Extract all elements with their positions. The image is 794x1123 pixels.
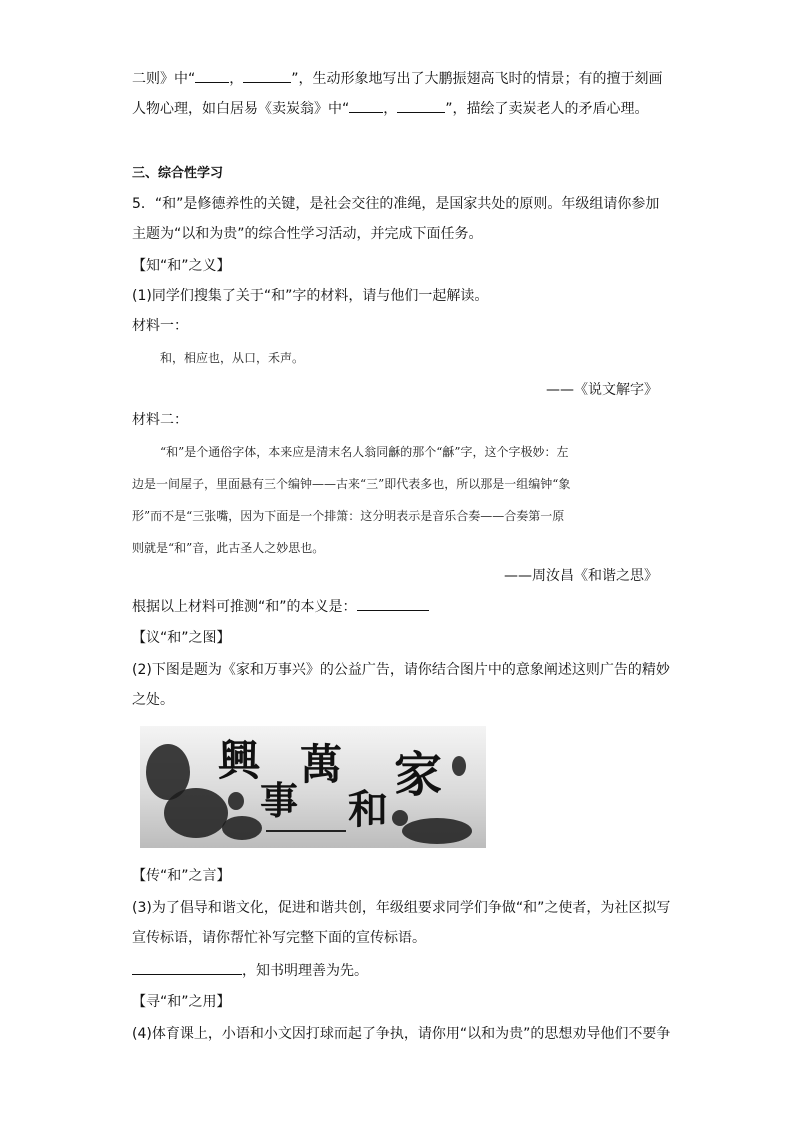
material-1-text: 和，相应也，从口，禾声。 [160, 351, 305, 365]
heading-xun-he: 【寻“和”之用】 [132, 994, 231, 1010]
text-fragment: ， [383, 101, 398, 117]
answer-blank [357, 596, 429, 611]
text-fragment: 根据以上材料可推测“和”的本义是： [132, 599, 357, 615]
question-2-line-1: (2)下图是题为《家和万事兴》的公益广告，请你结合图片中的意象阐述这则广告的精妙 [132, 662, 670, 678]
answer-blank [195, 68, 229, 83]
question-5-line-2: 主题为“以和为贵”的综合性学习活动，并完成下面任务。 [132, 226, 483, 242]
question-3-line-1: (3)为了倡导和谐文化，促进和谐共创，年级组要求同学们争做“和”之使者，为社区拟写 [132, 900, 671, 916]
material-2-text-3: 形”而不是“三张嘴，因为下面是一个排箫：这分明表示是音乐合奏——合奏第一原 [132, 509, 565, 523]
question-1: (1)同学们搜集了关于“和”字的材料，请与他们一起解读。 [132, 288, 489, 304]
ink-stroke [266, 830, 346, 832]
answer-blank [349, 98, 383, 113]
text-line-2 [132, 98, 649, 119]
lotus-leaf-shape [222, 816, 262, 840]
poster-char: 興 [218, 736, 261, 785]
question-5-line-1: 5．“和”是修德养性的关键，是社会交往的准绳，是国家共处的原则。年级组请你参加 [132, 196, 660, 212]
poster-char: 萬 [300, 740, 343, 789]
question-3-line-3 [132, 960, 368, 981]
poster-char: 事 [260, 778, 299, 823]
material-1-source: ——《说文解字》 [546, 382, 658, 398]
material-2-source: ——周汝昌《和谐之思》 [504, 568, 658, 584]
poster-char: 家 [394, 747, 443, 803]
answer-blank [132, 960, 242, 975]
material-1-label: 材料一： [132, 318, 188, 334]
material-2-label: 材料二： [132, 412, 188, 428]
question-4-line-1: (4)体育课上，小语和小文因打球而起了争执，请你用“以和为贵”的思想劝导他们不要争 [132, 1026, 671, 1042]
material-2-text-2: 边是一间屋子，里面悬有三个编钟——古来“三”即代表多也，所以那是一组编钟“象 [132, 477, 571, 491]
poster-char: 和 [348, 786, 388, 833]
heading-zhi-he: 【知“和”之义】 [132, 258, 231, 274]
section-title: 三、综合性学习 [132, 166, 224, 181]
lotus-leaf-shape [164, 788, 228, 838]
lotus-bud-shape [392, 810, 408, 826]
lotus-bud-shape [452, 756, 466, 776]
question-2-line-2: 之处。 [132, 692, 174, 708]
text-fragment: ，知书明理善为先。 [242, 963, 368, 979]
poster-image [140, 726, 486, 848]
heading-yi-he: 【议“和”之图】 [132, 630, 231, 646]
text-fragment: ， [229, 71, 244, 87]
lotus-bud-shape [228, 792, 244, 810]
heading-chuan-he: 【传“和”之言】 [132, 868, 231, 884]
text-fragment: 人物心理，如白居易《卖炭翁》中“ [132, 101, 350, 117]
text-fragment: ”，描绘了卖炭老人的矛盾心理。 [445, 101, 649, 117]
question-3-line-2: 宣传标语，请你帮忙补写完整下面的宣传标语。 [132, 930, 426, 946]
text-fragment: 二则》中“ [132, 71, 196, 87]
material-2-text-4: 则就是“和”音，此古圣人之妙思也。 [132, 541, 325, 555]
text-fragment: ”，生动形象地写出了大鹏振翅高飞时的情景；有的擅于刻画 [291, 71, 663, 87]
answer-blank [397, 98, 445, 113]
answer-blank [243, 68, 291, 83]
lotus-leaf-shape [402, 818, 472, 844]
question-1-ask [132, 596, 429, 617]
text-line-1 [132, 68, 663, 89]
material-2-text-1: “和”是个通俗字体，本来应是清末名人翁同龢的那个“龢”字，这个字极妙：左 [160, 445, 569, 459]
